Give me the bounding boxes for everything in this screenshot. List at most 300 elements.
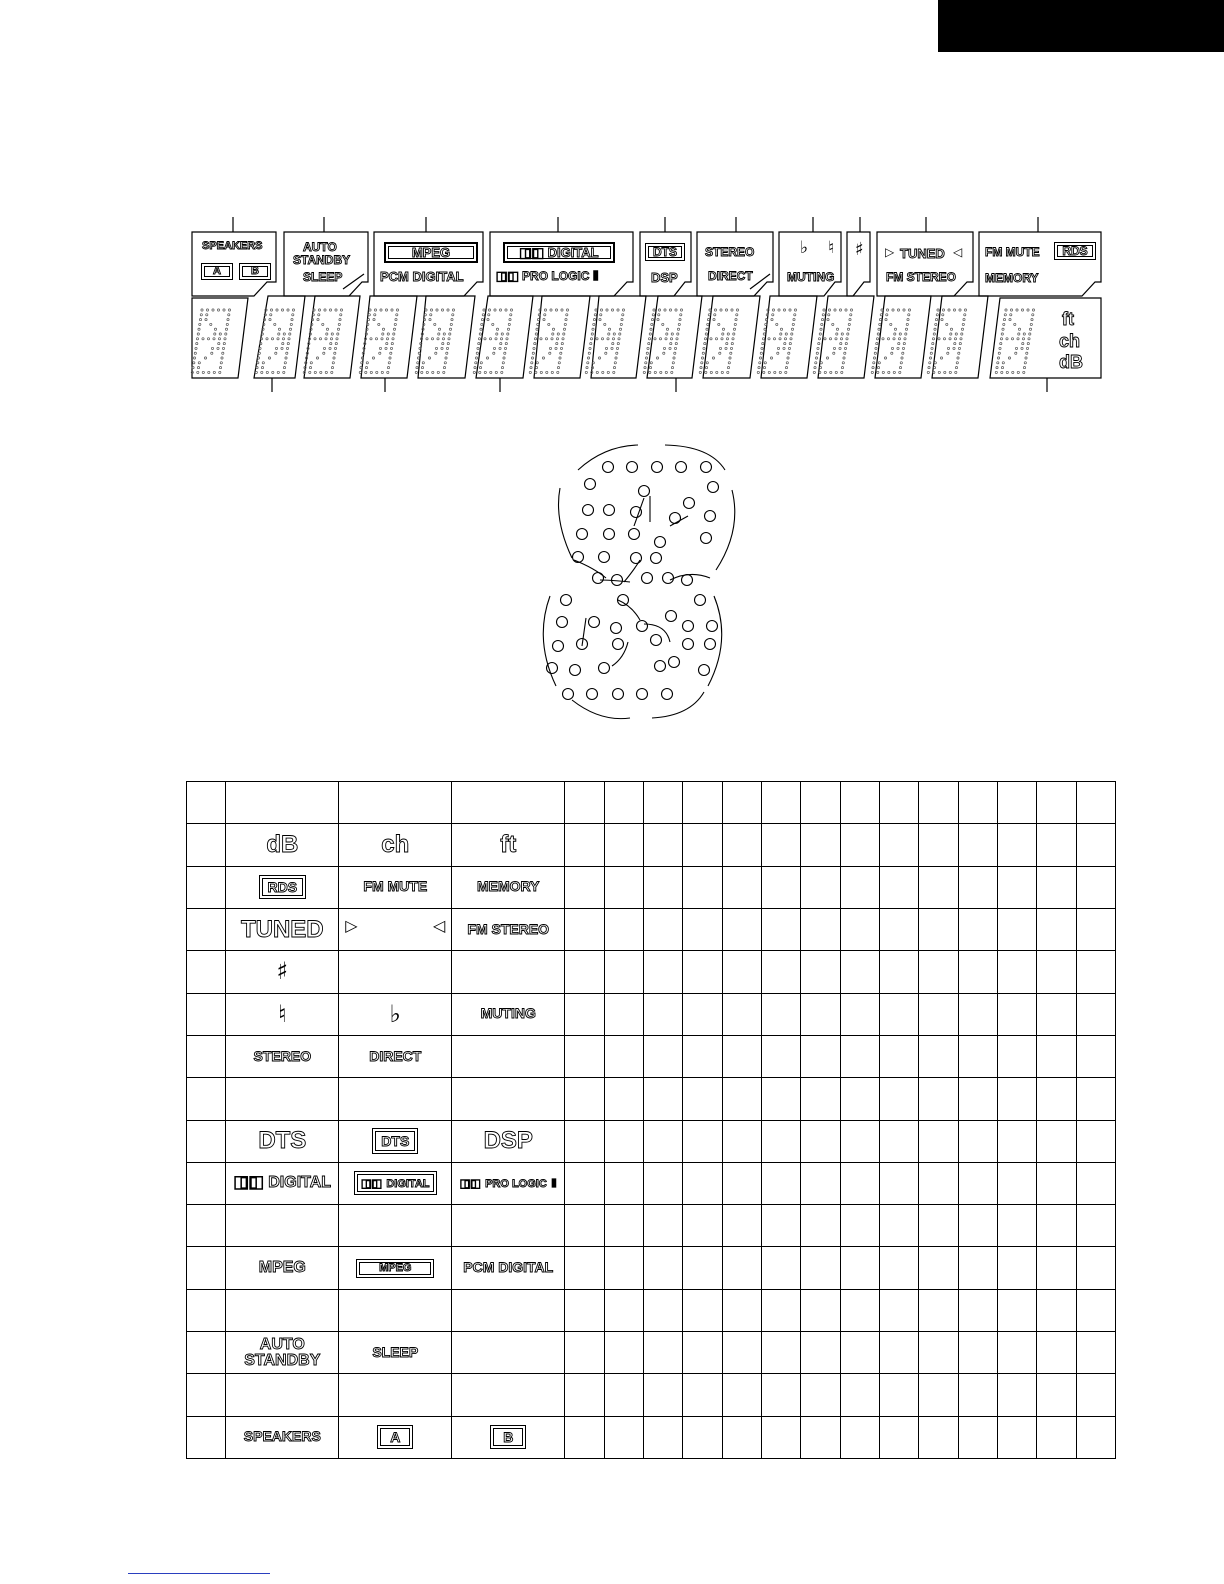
segment-dot [682, 575, 693, 586]
segment-cell [604, 824, 643, 866]
segment-cell [1037, 993, 1076, 1035]
label-cell-3 [452, 1120, 565, 1162]
segment-dot [573, 552, 584, 563]
segment-outline [665, 445, 725, 470]
rds-box: RDS [1054, 242, 1096, 260]
segment-cell [879, 782, 918, 824]
segment-cell [879, 1416, 918, 1458]
segment-cell [1037, 1162, 1076, 1204]
pro-logic-ii-icon: Ⅱ [551, 1178, 557, 1191]
segment-cell [1076, 782, 1116, 824]
segment-cell [958, 1162, 997, 1204]
row-index-cell [187, 1289, 226, 1331]
segment-cell [958, 782, 997, 824]
pro-logic-dd-icon: ◧◨ [496, 269, 519, 283]
standby-label: STANDBY [244, 1351, 321, 1369]
segment-cell [604, 1078, 643, 1120]
segment-cell [565, 1120, 604, 1162]
segment-cell [643, 993, 682, 1035]
table-row [187, 866, 1116, 908]
segment-dot [599, 663, 610, 674]
speaker-a-box: A [377, 1425, 413, 1449]
pro-logic-text: PRO LOGIC [522, 269, 590, 283]
label-cell-1 [226, 951, 339, 993]
segment-cell [722, 824, 761, 866]
segment-cell [997, 1289, 1036, 1331]
segment-cell [801, 1205, 840, 1247]
label-cell-3 [452, 1332, 565, 1374]
row-index-cell [187, 993, 226, 1035]
segment-dot [652, 462, 663, 473]
segment-cell [997, 1078, 1036, 1120]
segment-cell [565, 1247, 604, 1289]
segment-cell [761, 951, 800, 993]
digit-glyph [927, 309, 966, 374]
dolby-digital-label: DIGITAL [268, 1174, 332, 1192]
segment-dot [655, 537, 666, 548]
table-row [187, 951, 1116, 993]
segment-cell [604, 1162, 643, 1204]
segment-cell [801, 1120, 840, 1162]
tuned-label: TUNED [900, 246, 945, 261]
table-row [187, 1120, 1116, 1162]
segment-dot [651, 635, 662, 646]
segment-cell [1037, 1247, 1076, 1289]
segment-cell [565, 1162, 604, 1204]
segment-cell [643, 1035, 682, 1077]
segment-cell [643, 1289, 682, 1331]
natural-icon: ♮ [278, 999, 287, 1028]
label-cell-2 [339, 1120, 452, 1162]
sleep-label: SLEEP [303, 270, 343, 284]
segment-cell [997, 824, 1036, 866]
segment-cell [801, 824, 840, 866]
segment-outline [624, 560, 640, 582]
segment-cell [997, 1205, 1036, 1247]
label-cell-2 [339, 908, 452, 950]
segment-cell [604, 1416, 643, 1458]
segment-cell [919, 951, 958, 993]
segment-cell [761, 824, 800, 866]
table-row [187, 1289, 1116, 1331]
label-cell-1 [226, 866, 339, 908]
label-cell-3 [452, 908, 565, 950]
segment-cell [958, 1416, 997, 1458]
segment-cell [879, 1035, 918, 1077]
row-index-cell [187, 1205, 226, 1247]
label-cell-1 [226, 1416, 339, 1458]
segment-cell [997, 782, 1036, 824]
segment-cell [1076, 824, 1116, 866]
segment-cell [919, 993, 958, 1035]
segment-cell [1076, 1078, 1116, 1120]
segment-cell [643, 1205, 682, 1247]
segment-cell [683, 1078, 722, 1120]
segment-dot [557, 617, 568, 628]
segment-cell [565, 866, 604, 908]
segment-cell [722, 1374, 761, 1416]
segment-cell [643, 782, 682, 824]
segment-cell [801, 866, 840, 908]
label-cell-2 [339, 1035, 452, 1077]
table-row [187, 908, 1116, 950]
label-cell-2 [339, 1205, 452, 1247]
segment-cell [565, 1416, 604, 1458]
segment-cell [722, 1205, 761, 1247]
segment-cell [919, 1205, 958, 1247]
digit-glyph [585, 309, 624, 374]
segment-cell [958, 1035, 997, 1077]
dolby-dd-icon: ◧◨ [361, 1178, 382, 1191]
segment-cell [604, 1374, 643, 1416]
table-row [187, 1035, 1116, 1077]
muting-label: MUTING [787, 270, 835, 284]
segment-cell [683, 866, 722, 908]
segment-cell [1076, 993, 1116, 1035]
label-cell-3 [452, 1035, 565, 1077]
row-index-cell [187, 1374, 226, 1416]
segment-dot [666, 611, 677, 622]
segment-dot [563, 689, 574, 700]
segment-cell [643, 1247, 682, 1289]
dolby-digital-box [503, 242, 615, 263]
label-cell-2 [339, 1332, 452, 1374]
segment-cell [879, 824, 918, 866]
segment-cell [879, 1247, 918, 1289]
segment-cell [722, 866, 761, 908]
segment-dot [684, 498, 695, 509]
pro-logic-label: PRO LOGIC [485, 1178, 547, 1191]
segment-outline [716, 490, 735, 570]
segment-cell [1037, 782, 1076, 824]
row-index-cell [187, 1035, 226, 1077]
memory-label: MEMORY [985, 271, 1039, 285]
segment-cell [801, 951, 840, 993]
segment-dot [683, 621, 694, 632]
mpeg-label: MPEG [258, 1259, 306, 1277]
segment-cell [683, 824, 722, 866]
segment-cell [997, 1247, 1036, 1289]
segment-dot [570, 665, 581, 676]
row-index-cell [187, 908, 226, 950]
table-row [187, 993, 1116, 1035]
segment-cell [997, 866, 1036, 908]
segment-cell [879, 993, 918, 1035]
segment-dot [589, 617, 600, 628]
label-cell-2 [339, 1416, 452, 1458]
segment-dot [577, 529, 588, 540]
label-cell-2 [339, 1289, 452, 1331]
segment-cell [840, 1205, 879, 1247]
segment-cell [801, 1289, 840, 1331]
segment-cell [840, 1247, 879, 1289]
label-cell-1 [226, 908, 339, 950]
muting-label: MUTING [480, 1005, 536, 1022]
dts-box: DTS [645, 243, 685, 261]
sharp-icon: ♯ [855, 239, 864, 260]
segment-cell [997, 1162, 1036, 1204]
segment-cell [919, 1416, 958, 1458]
segment-cell [604, 951, 643, 993]
segment-cell [919, 782, 958, 824]
dts-box: DTS [372, 1128, 418, 1154]
segment-cell [643, 1374, 682, 1416]
segment-cell [958, 1120, 997, 1162]
segment-cell [801, 1332, 840, 1374]
stereo-label: STEREO [253, 1047, 312, 1064]
label-cell-1 [226, 1332, 339, 1374]
segment-dot [651, 553, 662, 564]
label-cell-2 [339, 866, 452, 908]
segment-cell [997, 1035, 1036, 1077]
segment-outline [652, 692, 704, 718]
segment-cell [919, 908, 958, 950]
segment-cell [1037, 1289, 1076, 1331]
segment-cell [919, 1332, 958, 1374]
auto-label: AUTO [303, 240, 337, 254]
label-cell-3 [452, 1162, 565, 1204]
segment-cell [997, 1374, 1036, 1416]
segment-cell [958, 1289, 997, 1331]
segment-dot [637, 621, 648, 632]
segment-dot [585, 479, 596, 490]
segment-dot [663, 573, 674, 584]
label-cell-1 [226, 1247, 339, 1289]
segment-cell [919, 1078, 958, 1120]
mpeg-box: MPEG [356, 1259, 434, 1278]
segment-cell [801, 1162, 840, 1204]
pcm-digital-label: PCM DIGITAL [463, 1259, 554, 1276]
segment-cell [958, 993, 997, 1035]
segment-cell [761, 782, 800, 824]
segment-cell [604, 1289, 643, 1331]
segment-cell [761, 993, 800, 1035]
row-index-cell [187, 866, 226, 908]
segment-dot [599, 552, 610, 563]
row-index-cell [187, 1332, 226, 1374]
segment-cell [1037, 824, 1076, 866]
segment-cell [722, 1247, 761, 1289]
segment-cell [840, 1078, 879, 1120]
segment-dot [613, 689, 624, 700]
segment-cell [761, 866, 800, 908]
segment-cell [722, 782, 761, 824]
label-cell-3 [452, 782, 565, 824]
segment-cell [683, 782, 722, 824]
segment-cell [840, 1035, 879, 1077]
pcm-digital-label: PCM DIGITAL [380, 269, 464, 284]
ch-label: ch [1059, 331, 1081, 351]
label-cell-2 [339, 993, 452, 1035]
segment-cell [604, 1120, 643, 1162]
db-label: dB [266, 830, 299, 858]
segment-cell [840, 824, 879, 866]
segment-dot [701, 533, 712, 544]
label-cell-2 [339, 1374, 452, 1416]
segment-cell [879, 1078, 918, 1120]
tuned-right-arrow-icon: ◁ [953, 245, 963, 259]
segment-dot [637, 689, 648, 700]
row-index-cell [187, 1162, 226, 1204]
memory-label: MEMORY [477, 878, 540, 895]
segment-cell [840, 908, 879, 950]
segment-dot [662, 689, 673, 700]
segment-dot [705, 511, 716, 522]
segment-cell [722, 1289, 761, 1331]
mpeg-box: MPEG [384, 242, 478, 263]
segment-cell [565, 1289, 604, 1331]
dsp-label: DSP [483, 1127, 533, 1155]
segment-dot [705, 639, 716, 650]
segment-cell [919, 866, 958, 908]
segment-cell [761, 1374, 800, 1416]
segment-cell [722, 1120, 761, 1162]
label-cell-2 [339, 1247, 452, 1289]
direct-label: DIRECT [369, 1047, 422, 1064]
segment-cell [919, 1162, 958, 1204]
segment-cell [565, 951, 604, 993]
label-cell-1 [226, 1162, 339, 1204]
dolby-dd-icon: ◧◨ [519, 245, 544, 260]
flat-icon: ♭ [800, 238, 809, 258]
segment-cell [801, 1416, 840, 1458]
segment-cell [958, 1332, 997, 1374]
row-index-cell [187, 782, 226, 824]
digit-glyph [255, 309, 294, 374]
segment-dot [676, 462, 687, 473]
table-row [187, 1374, 1116, 1416]
label-cell-1 [226, 993, 339, 1035]
label-cell-3 [452, 1374, 565, 1416]
segment-cell [840, 1289, 879, 1331]
segment-dot [561, 595, 572, 606]
segment-dot [613, 639, 624, 650]
label-cell-1 [226, 1120, 339, 1162]
natural-icon: ♮ [828, 238, 835, 258]
segment-cell [683, 1374, 722, 1416]
segment-cell [919, 1247, 958, 1289]
segment-cell [722, 993, 761, 1035]
speaker-b-box: B [490, 1425, 526, 1449]
ft-label: ft [1062, 309, 1074, 329]
segment-cell [801, 1035, 840, 1077]
pro-logic-dd-icon: ◧◨ [459, 1178, 481, 1191]
label-cell-2 [339, 1162, 452, 1204]
dts-label: DTS [258, 1127, 307, 1155]
segment-outline [572, 700, 630, 719]
dolby-digital-label: DIGITAL [547, 245, 599, 260]
label-cell-1 [226, 1035, 339, 1077]
segment-cell [840, 993, 879, 1035]
label-cell-3 [452, 824, 565, 866]
segment-cell [643, 824, 682, 866]
segment-cell [840, 1120, 879, 1162]
row-index-cell [187, 1247, 226, 1289]
segment-cell [1076, 1205, 1116, 1247]
segment-cell [683, 1332, 722, 1374]
segment-cell [604, 1247, 643, 1289]
pro-logic-label [496, 270, 599, 282]
dolby-digital-box [354, 1171, 436, 1195]
segment-cell [643, 1416, 682, 1458]
flat-icon: ♭ [389, 999, 401, 1028]
label-cell-3 [452, 1247, 565, 1289]
dolby-digital-box-label: DIGITAL [386, 1178, 430, 1191]
header-black-tab [938, 0, 1224, 52]
segment-dot [699, 665, 710, 676]
segment-dot [670, 513, 681, 524]
segment-dot [604, 529, 615, 540]
segment-dot [629, 529, 640, 540]
segment-cell [1076, 1289, 1116, 1331]
segment-dot [708, 482, 719, 493]
label-cell-1 [226, 1078, 339, 1120]
segment-dot [611, 623, 622, 634]
row-index-cell [187, 951, 226, 993]
rds-box: RDS [259, 875, 307, 899]
digit-glyph [191, 309, 230, 374]
segment-cell [879, 1162, 918, 1204]
fm-mute-label: FM MUTE [363, 878, 428, 895]
segment-cell [919, 1120, 958, 1162]
row-index-cell [187, 824, 226, 866]
segment-cell [840, 866, 879, 908]
segment-cell [997, 908, 1036, 950]
segment-cell [958, 866, 997, 908]
segment-cell [840, 1162, 879, 1204]
sharp-icon: ♯ [276, 957, 289, 986]
segment-cell [643, 951, 682, 993]
segment-cell [761, 1205, 800, 1247]
auto-label: AUTO [259, 1335, 305, 1353]
segment-cell [565, 1374, 604, 1416]
segment-cell [761, 1120, 800, 1162]
segment-cell [919, 1374, 958, 1416]
segment-cell [761, 1078, 800, 1120]
segment-cell [879, 866, 918, 908]
segment-cell [1037, 951, 1076, 993]
segment-cell [879, 908, 918, 950]
segment-outline [559, 488, 573, 558]
segment-cell [1076, 1162, 1116, 1204]
segment-cell [840, 782, 879, 824]
segment-dot [669, 657, 680, 668]
segment-cell [1076, 1247, 1116, 1289]
segment-cell [919, 824, 958, 866]
segment-cell [722, 1332, 761, 1374]
segment-cell [1037, 1078, 1076, 1120]
segment-cell [565, 1205, 604, 1247]
tuned-label: TUNED [240, 915, 324, 943]
speakers-label: SPEAKERS [243, 1428, 321, 1445]
segment-cell [643, 866, 682, 908]
row-index-cell [187, 1120, 226, 1162]
segment-dot [631, 553, 642, 564]
label-cell-1 [226, 1289, 339, 1331]
table-row [187, 1162, 1116, 1204]
tuned-left-arrow-icon: ▷ [345, 917, 358, 935]
ft-label: ft [500, 830, 517, 858]
segment-cell [643, 908, 682, 950]
speakers-label: SPEAKERS [202, 240, 263, 252]
segment-cell [761, 1247, 800, 1289]
segment-cell [761, 1416, 800, 1458]
segment-cell [801, 908, 840, 950]
segment-cell [565, 1332, 604, 1374]
segment-cell [840, 1416, 879, 1458]
segment-cell [722, 908, 761, 950]
segment-cell [683, 1205, 722, 1247]
